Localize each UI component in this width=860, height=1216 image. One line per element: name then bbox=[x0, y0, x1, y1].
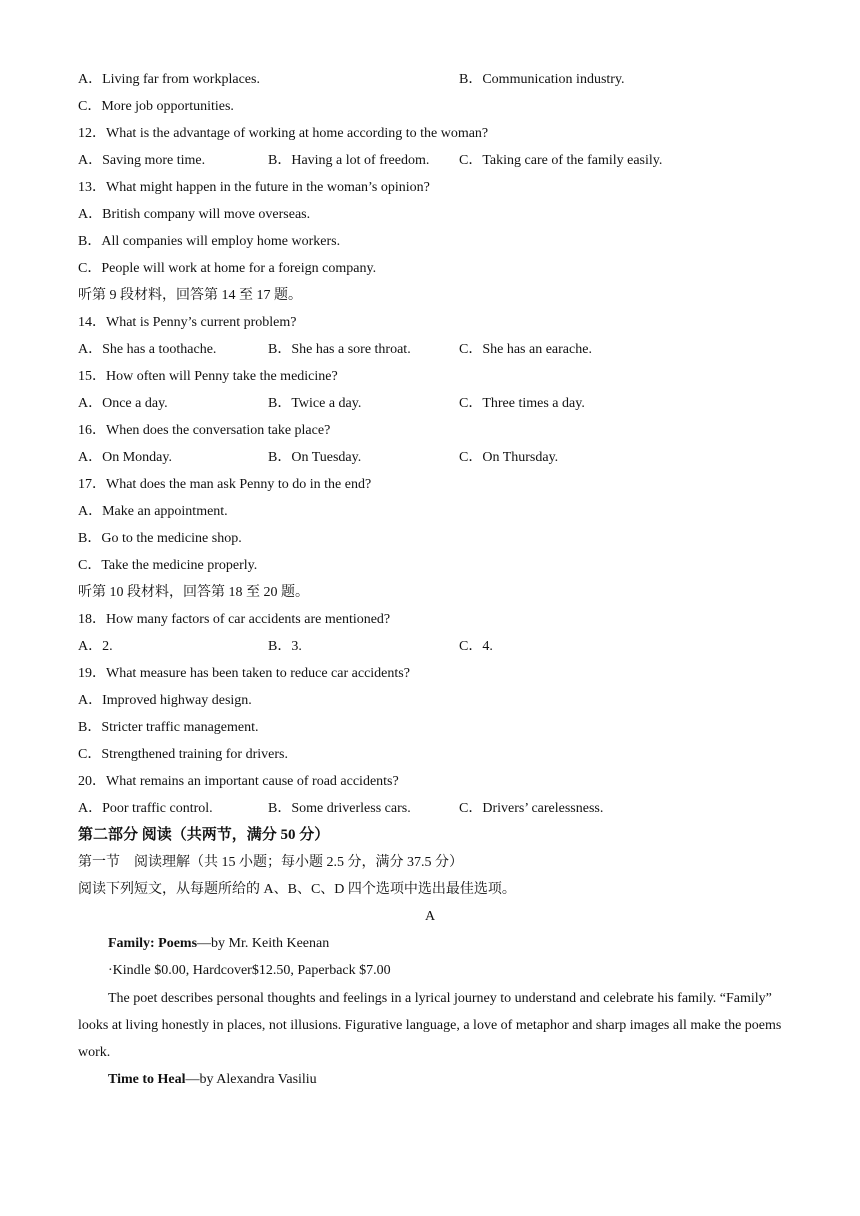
part-2-heading: 第二部分 阅读（共两节，满分 50 分） bbox=[78, 827, 330, 843]
q18-option-c: C．4. bbox=[459, 639, 493, 654]
reading-instruction: 阅读下列短文，从每题所给的 A、B、C、D 四个选项中选出最佳选项。 bbox=[78, 882, 516, 897]
q15-option-b: B．Twice a day. bbox=[268, 396, 362, 411]
q17-option-c: C．Take the medicine properly. bbox=[78, 558, 258, 573]
q17-option-b: B．Go to the medicine shop. bbox=[78, 531, 242, 546]
q15-question: 15．How often will Penny take the medicine? bbox=[78, 369, 338, 384]
book-1-author: —by Mr. Keith Keenan bbox=[197, 936, 330, 951]
book-1-heading bbox=[108, 935, 329, 953]
q11-option-c: C．More job opportunities. bbox=[78, 99, 234, 114]
q12-question: 12．What is the advantage of working at home according to the woman? bbox=[78, 126, 489, 141]
q19-question: 19．What measure has been taken to reduce car accidents? bbox=[78, 666, 410, 681]
q14-option-b: B．She has a sore throat. bbox=[268, 342, 411, 357]
q19-option-a: A．Improved highway design. bbox=[78, 693, 252, 708]
q20-option-a: A．Poor traffic control. bbox=[78, 801, 213, 816]
q20-option-b: B．Some driverless cars. bbox=[268, 801, 411, 816]
q13-option-a: A．British company will move overseas. bbox=[78, 207, 311, 222]
q11-option-b: B．Communication industry. bbox=[459, 72, 625, 87]
q12-option-c: C．Taking care of the family easily. bbox=[459, 153, 663, 168]
q14-question: 14．What is Penny’s current problem? bbox=[78, 315, 297, 330]
section-9-instruction: 听第 9 段材料，回答第 14 至 17 题。 bbox=[78, 288, 302, 303]
q12-option-a: A．Saving more time. bbox=[78, 153, 206, 168]
book-2-author: —by Alexandra Vasiliu bbox=[185, 1072, 317, 1087]
q16-question: 16．When does the conversation take place? bbox=[78, 423, 331, 438]
passage-label: A bbox=[424, 909, 436, 924]
q15-option-c: C．Three times a day. bbox=[459, 396, 585, 411]
q16-option-a: A．On Monday. bbox=[78, 450, 172, 465]
section-1-heading: 第一节 阅读理解（共 15 小题；每小题 2.5 分，满分 37.5 分） bbox=[78, 855, 463, 870]
q18-option-a: A．2. bbox=[78, 639, 113, 654]
q19-option-b: B．Stricter traffic management. bbox=[78, 720, 259, 735]
q16-option-b: B．On Tuesday. bbox=[268, 450, 362, 465]
q20-option-c: C．Drivers’ carelessness. bbox=[459, 801, 604, 816]
q14-option-a: A．She has a toothache. bbox=[78, 342, 217, 357]
book-1-description: The poet describes personal thoughts and feelings in a lyrical journey to understand and celebrate his family. “Family” looks at living honestly in places, not illusions. Figurative language, a love of metaphor and sharp images all make the poems work. bbox=[78, 991, 782, 1060]
q11-option-a: A．Living far from workplaces. bbox=[78, 72, 260, 87]
q19-option-c: C．Strengthened training for drivers. bbox=[78, 747, 288, 762]
q14-option-c: C．She has an earache. bbox=[459, 342, 592, 357]
q15-option-a: A．Once a day. bbox=[78, 396, 168, 411]
q17-question: 17．What does the man ask Penny to do in the end? bbox=[78, 477, 372, 492]
section-10-instruction: 听第 10 段材料，回答第 18 至 20 题。 bbox=[78, 585, 309, 600]
book-1-prices: ·Kindle $0.00, Hardcover$12.50, Paperback $7.00 bbox=[108, 963, 391, 978]
q20-question: 20．What remains an important cause of road accidents? bbox=[78, 774, 399, 789]
q13-option-b: B．All companies will employ home workers. bbox=[78, 234, 341, 249]
q18-option-b: B．3. bbox=[268, 639, 302, 654]
q18-question: 18．How many factors of car accidents are mentioned? bbox=[78, 612, 391, 627]
book-2-title: Time to Heal bbox=[108, 1072, 186, 1087]
book-2-heading bbox=[108, 1071, 317, 1089]
q13-question: 13．What might happen in the future in the woman’s opinion? bbox=[78, 180, 430, 195]
q17-option-a: A．Make an appointment. bbox=[78, 504, 228, 519]
q16-option-c: C．On Thursday. bbox=[459, 450, 559, 465]
book-1-title: Family: Poems bbox=[108, 936, 198, 951]
q13-option-c: C．People will work at home for a foreign company. bbox=[78, 261, 377, 276]
q12-option-b: B．Having a lot of freedom. bbox=[268, 153, 430, 168]
